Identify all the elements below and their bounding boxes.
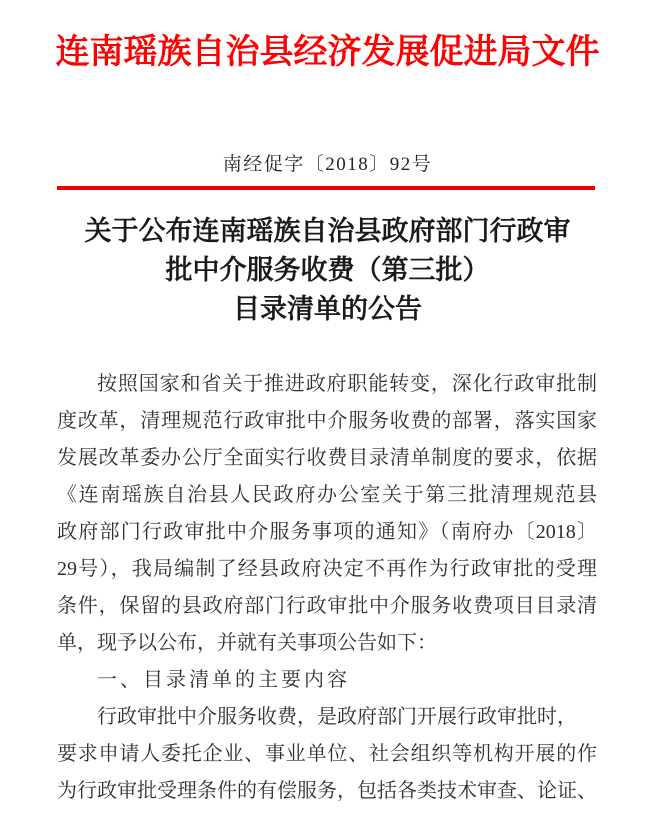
document-title-line-1: 关于公布连南瑶族自治县政府部门行政审 — [84, 216, 571, 246]
body-line: 发展改革委办公厅全面实行收费目录清单制度的要求，依据 — [57, 447, 597, 469]
body-line: 单，现予以公布，并就有关事项公告如下： — [57, 632, 437, 654]
document-title-line-2: 批中介服务收费（第三批） — [165, 255, 490, 285]
body-line: 29号），我局编制了经县政府决定不再作为行政审批的受理 — [57, 558, 597, 580]
body-line: 政府部门行政审批中介服务事项的通知》（南府办〔2018〕 — [57, 521, 597, 543]
section-heading: 一、目录清单的主要内容 — [97, 669, 350, 691]
document-number: 南经促字〔2018〕92号 — [222, 154, 433, 175]
document-title — [0, 212, 655, 329]
body-lines — [57, 366, 597, 810]
body-line: 《连南瑶族自治县人民政府办公室关于第三批清理规范县 — [57, 484, 597, 506]
body-line: 条件，保留的县政府部门行政审批中介服务收费项目目录清 — [57, 595, 597, 617]
body-line: 度改革，清理规范行政审批中介服务收费的部署，落实国家 — [57, 410, 597, 432]
document-title-line-3: 目录清单的公告 — [233, 294, 422, 324]
body-line: 要求申请人委托企业、事业单位、社会组织等机构开展的作 — [57, 743, 597, 765]
body-line: 行政审批中介服务收费，是政府部门开展行政审批时， — [97, 706, 577, 728]
body-line: 为行政审批受理条件的有偿服务，包括各类技术审查、论证、 — [57, 780, 597, 802]
body-line: 按照国家和省关于推进政府职能转变，深化行政审批制 — [97, 373, 597, 395]
red-separator-line — [57, 186, 595, 190]
agency-banner-title: 连南瑶族自治县经济发展促进局文件 — [55, 34, 600, 71]
